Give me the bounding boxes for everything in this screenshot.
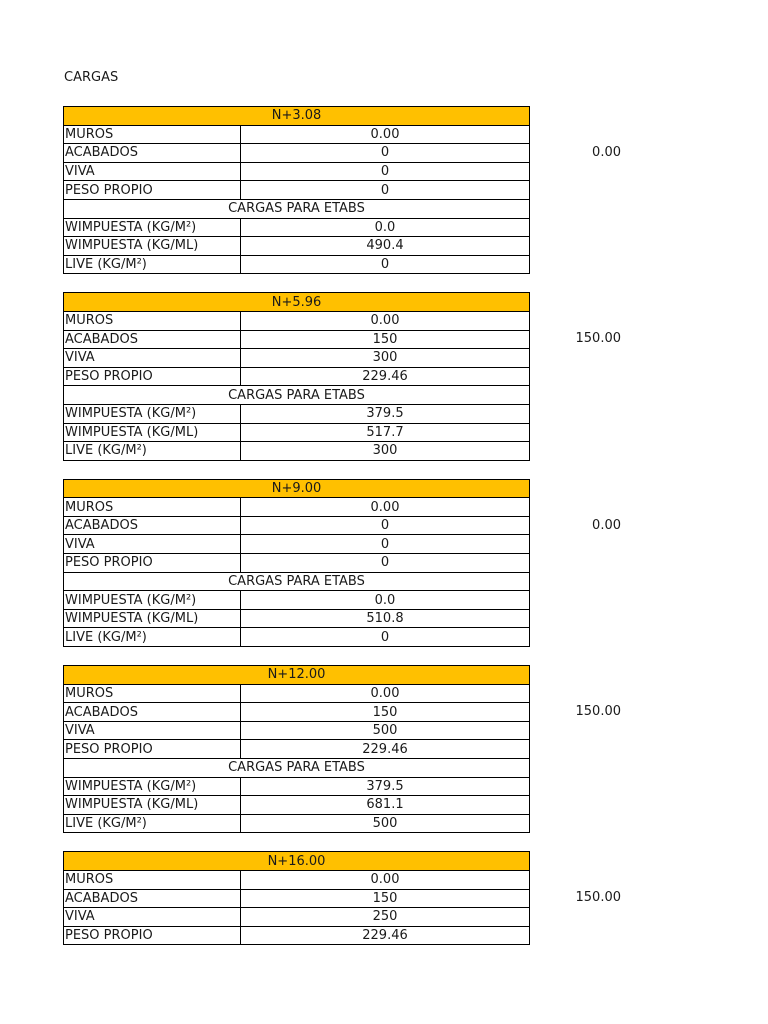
level-header: N+12.00: [64, 666, 530, 685]
row-value: 0.00: [241, 311, 530, 330]
load-section: [63, 292, 621, 460]
row-label: LIVE (KG/M²): [64, 442, 241, 461]
table-row: [64, 181, 530, 200]
row-label: ACABADOS: [64, 703, 241, 722]
row-label: PESO PROPIO: [64, 367, 241, 386]
row-label: ACABADOS: [64, 889, 241, 908]
table-row: [64, 591, 530, 610]
row-value: 229.46: [241, 926, 530, 945]
row-value: 229.46: [241, 367, 530, 386]
row-label: ACABADOS: [64, 144, 241, 163]
table-row: [64, 442, 530, 461]
table-row: [64, 144, 530, 163]
level-header: N+16.00: [64, 852, 530, 871]
row-value: 0.00: [241, 870, 530, 889]
level-header: N+9.00: [64, 479, 530, 498]
row-label: LIVE (KG/M²): [64, 628, 241, 647]
load-table: [63, 106, 530, 274]
row-label: WIMPUESTA (KG/ML): [64, 609, 241, 628]
row-label: ACABADOS: [64, 330, 241, 349]
level-header-row: [64, 479, 530, 498]
etabs-subheader: CARGAS PARA ETABS: [64, 572, 530, 591]
row-label: WIMPUESTA (KG/ML): [64, 237, 241, 256]
row-value: 150: [241, 703, 530, 722]
table-row: [64, 554, 530, 573]
table-row: [64, 628, 530, 647]
row-label: WIMPUESTA (KG/M²): [64, 404, 241, 423]
row-label: PESO PROPIO: [64, 181, 241, 200]
table-row: [64, 870, 530, 889]
table-row: [64, 740, 530, 759]
level-header-row: [64, 107, 530, 126]
row-value: 229.46: [241, 740, 530, 759]
row-label: LIVE (KG/M²): [64, 255, 241, 274]
row-label: VIVA: [64, 721, 241, 740]
row-label: WIMPUESTA (KG/ML): [64, 423, 241, 442]
row-label: WIMPUESTA (KG/ML): [64, 796, 241, 815]
row-value: 0: [241, 628, 530, 647]
row-value: 0: [241, 144, 530, 163]
table-row: [64, 330, 530, 349]
level-header: N+3.08: [64, 107, 530, 126]
table-row: [64, 796, 530, 815]
table-row: [64, 814, 530, 833]
row-value: 300: [241, 442, 530, 461]
row-value: 0: [241, 162, 530, 181]
row-value: 490.4: [241, 237, 530, 256]
row-value: 517.7: [241, 423, 530, 442]
table-row: [64, 721, 530, 740]
level-header-row: [64, 293, 530, 312]
table-row: [64, 516, 530, 535]
table-row: [64, 535, 530, 554]
row-value: 681.1: [241, 796, 530, 815]
table-row: [64, 703, 530, 722]
table-row: [64, 311, 530, 330]
etabs-subheader-row: [64, 572, 530, 591]
row-label: LIVE (KG/M²): [64, 814, 241, 833]
row-label: PESO PROPIO: [64, 926, 241, 945]
table-row: [64, 404, 530, 423]
row-label: VIVA: [64, 162, 241, 181]
page-title: CARGAS: [64, 70, 119, 85]
row-label: VIVA: [64, 908, 241, 927]
side-value: 0.00: [592, 145, 621, 160]
row-value: 150: [241, 889, 530, 908]
row-value: 0: [241, 535, 530, 554]
load-section: [63, 106, 621, 274]
load-table: [63, 665, 530, 833]
row-label: MUROS: [64, 498, 241, 517]
table-row: [64, 237, 530, 256]
table-row: [64, 908, 530, 927]
row-value: 379.5: [241, 404, 530, 423]
row-value: 379.5: [241, 777, 530, 796]
table-row: [64, 498, 530, 517]
row-label: ACABADOS: [64, 516, 241, 535]
load-table: [63, 479, 530, 647]
row-label: VIVA: [64, 535, 241, 554]
side-value: 150.00: [575, 704, 621, 720]
load-section: [63, 851, 621, 945]
row-label: MUROS: [64, 311, 241, 330]
row-value: 150: [241, 330, 530, 349]
load-section: [63, 665, 621, 833]
side-value: 150.00: [575, 890, 621, 906]
level-header-row: [64, 666, 530, 685]
table-row: [64, 423, 530, 442]
side-value: 150.00: [575, 331, 621, 347]
row-value: 0.0: [241, 591, 530, 610]
row-value: 0: [241, 554, 530, 573]
load-table: [63, 851, 530, 945]
load-section: [63, 479, 621, 647]
row-label: MUROS: [64, 870, 241, 889]
etabs-subheader: CARGAS PARA ETABS: [64, 759, 530, 778]
load-sections: [63, 106, 621, 963]
row-label: WIMPUESTA (KG/M²): [64, 591, 241, 610]
row-value: 500: [241, 721, 530, 740]
row-label: MUROS: [64, 125, 241, 144]
row-label: WIMPUESTA (KG/M²): [64, 218, 241, 237]
row-value: 0: [241, 181, 530, 200]
row-label: PESO PROPIO: [64, 554, 241, 573]
row-value: 0.0: [241, 218, 530, 237]
etabs-subheader: CARGAS PARA ETABS: [64, 386, 530, 405]
table-row: [64, 125, 530, 144]
table-row: [64, 162, 530, 181]
table-row: [64, 367, 530, 386]
etabs-subheader-row: [64, 759, 530, 778]
row-value: 250: [241, 908, 530, 927]
row-value: 300: [241, 349, 530, 368]
row-label: MUROS: [64, 684, 241, 703]
table-row: [64, 889, 530, 908]
row-value: 0.00: [241, 125, 530, 144]
load-table: [63, 292, 530, 460]
row-value: 510.8: [241, 609, 530, 628]
row-label: WIMPUESTA (KG/M²): [64, 777, 241, 796]
table-row: [64, 609, 530, 628]
table-row: [64, 926, 530, 945]
row-value: 500: [241, 814, 530, 833]
row-value: 0.00: [241, 498, 530, 517]
row-label: VIVA: [64, 349, 241, 368]
etabs-subheader: CARGAS PARA ETABS: [64, 199, 530, 218]
table-row: [64, 255, 530, 274]
table-row: [64, 218, 530, 237]
level-header: N+5.96: [64, 293, 530, 312]
table-row: [64, 777, 530, 796]
row-value: 0: [241, 255, 530, 274]
table-row: [64, 684, 530, 703]
etabs-subheader-row: [64, 386, 530, 405]
row-value: 0: [241, 516, 530, 535]
etabs-subheader-row: [64, 199, 530, 218]
level-header-row: [64, 852, 530, 871]
row-value: 0.00: [241, 684, 530, 703]
row-label: PESO PROPIO: [64, 740, 241, 759]
table-row: [64, 349, 530, 368]
side-value: 0.00: [592, 517, 621, 533]
